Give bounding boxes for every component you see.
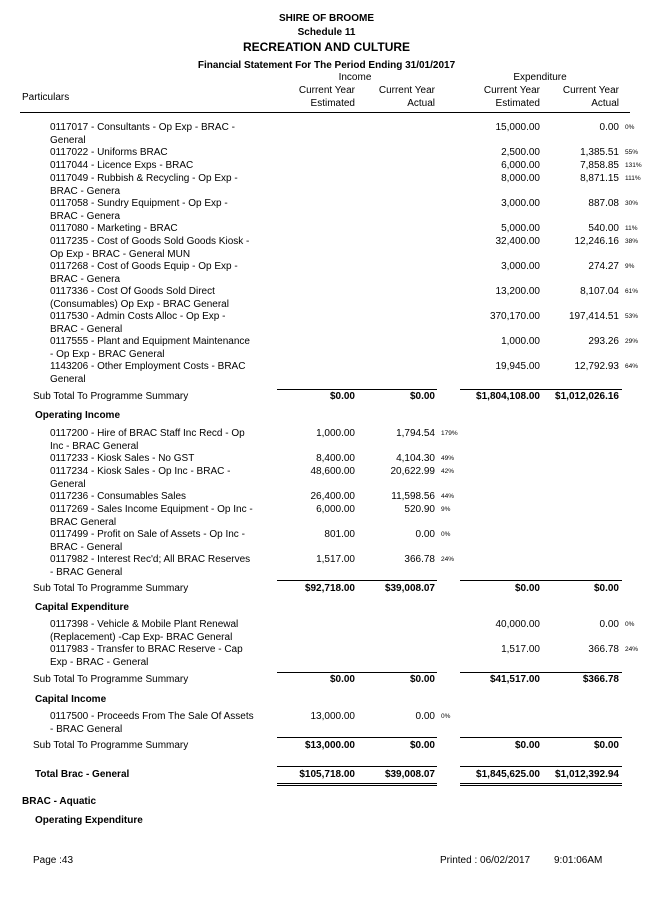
subtotal-row-2	[0, 583, 653, 597]
exp-estimated: 1,000.00	[501, 336, 540, 347]
table-row	[0, 644, 653, 668]
exp-estimated: 40,000.00	[495, 619, 540, 630]
row-label: 0117017 - Consultants - Op Exp - BRAC - General	[50, 122, 235, 146]
subtotal-exp-act: $0.00	[593, 740, 619, 751]
income-percent: 9%	[441, 506, 451, 513]
table-row	[0, 466, 653, 490]
income-heading: Income	[338, 72, 372, 83]
income-percent: 44%	[441, 493, 455, 500]
income-estimated: 6,000.00	[316, 504, 355, 515]
table-row	[0, 491, 653, 505]
income-act-heading-1: Current Year	[378, 85, 435, 96]
exp-actual: 12,246.16	[574, 236, 619, 247]
exp-actual: 8,871.15	[580, 173, 619, 184]
row-label: 0117530 - Admin Costs Alloc - Op Exp - BRAC - General	[50, 311, 226, 335]
subtotal-income-act: $0.00	[409, 740, 435, 751]
income-estimated: 48,600.00	[310, 466, 355, 477]
row-label: 0117022 - Uniforms BRAC	[50, 147, 168, 158]
exp-percent: 55%	[625, 149, 639, 156]
table-row	[0, 619, 653, 643]
table-row	[0, 711, 653, 735]
exp-est-heading-2: Estimated	[495, 98, 540, 109]
exp-estimated: 19,945.00	[495, 361, 540, 372]
subtotal-income-est: $0.00	[329, 674, 355, 685]
exp-estimated: 5,000.00	[501, 223, 540, 234]
exp-percent: 11%	[625, 225, 638, 232]
income-actual: 20,622.99	[390, 466, 435, 477]
exp-percent: 61%	[625, 288, 639, 295]
row-label: 0117080 - Marketing - BRAC	[50, 223, 178, 234]
subtotal-income-act: $0.00	[409, 391, 435, 402]
exp-estimated: 2,500.00	[501, 147, 540, 158]
table-row	[0, 504, 653, 528]
exp-actual: 197,414.51	[568, 311, 619, 322]
income-actual: 4,104.30	[396, 453, 435, 464]
subtotal-income-act: $0.00	[409, 674, 435, 685]
exp-actual: 0.00	[599, 122, 619, 133]
expenditure-heading: Expenditure	[513, 72, 567, 83]
exp-percent: 29%	[625, 338, 639, 345]
subtotal-income-est: $13,000.00	[304, 740, 355, 751]
income-percent: 179%	[441, 430, 458, 437]
printed-time: 9:01:06AM	[554, 855, 603, 866]
capital-income-title: Capital Income	[35, 694, 107, 705]
income-estimated: 801.00	[324, 529, 355, 540]
exp-estimated: 1,517.00	[501, 644, 540, 655]
total-income-est: $105,718.00	[299, 769, 355, 780]
exp-actual: 7,858.85	[580, 160, 619, 171]
subtotal-row-4	[0, 740, 653, 754]
row-label: 0117983 - Transfer to BRAC Reserve - Cap Exp - BRAC - General	[50, 644, 243, 668]
exp-estimated: 15,000.00	[495, 122, 540, 133]
income-est-heading-1: Current Year	[298, 85, 355, 96]
exp-estimated: 370,170.00	[489, 311, 540, 322]
subtotal-exp-est: $0.00	[514, 583, 540, 594]
table-row	[0, 173, 653, 197]
exp-percent: 9%	[625, 263, 635, 270]
total-exp-est: $1,845,625.00	[476, 769, 540, 780]
exp-estimated: 3,000.00	[501, 198, 540, 209]
row-label: 0117555 - Plant and Equipment Maintenance - Op Exp - BRAC General	[50, 336, 250, 360]
row-label: 0117235 - Cost of Goods Sold Goods Kiosk - Op Exp - BRAC - General MUN	[50, 236, 250, 260]
org-name: SHIRE OF BROOME	[278, 13, 374, 24]
total-income-act: $39,008.07	[384, 769, 435, 780]
exp-percent: 64%	[625, 363, 639, 370]
exp-actual: 887.08	[588, 198, 619, 209]
exp-percent: 111%	[625, 175, 641, 182]
exp-estimated: 3,000.00	[501, 261, 540, 272]
exp-percent: 38%	[625, 238, 639, 245]
income-actual: 1,794.54	[396, 428, 435, 439]
exp-actual: 1,385.51	[580, 147, 619, 158]
total-label: Total Brac - General	[35, 769, 130, 780]
row-label: 0117268 - Cost of Goods Equip - Op Exp - BRAC - Genera	[50, 261, 238, 285]
exp-percent: 24%	[625, 646, 639, 653]
page-number: Page :43	[33, 855, 74, 866]
exp-estimated: 32,400.00	[495, 236, 540, 247]
income-percent: 0%	[441, 713, 451, 720]
row-label: 0117499 - Profit on Sale of Assets - Op Inc - BRAC - General	[50, 529, 245, 553]
total-exp-act: $1,012,392.94	[555, 769, 619, 780]
exp-actual: 8,107.04	[580, 286, 619, 297]
period-heading: Financial Statement For The Period Ending 31/01/2017	[197, 60, 456, 71]
income-estimated: 8,400.00	[316, 453, 355, 464]
subtotal-label: Sub Total To Programme Summary	[33, 674, 189, 685]
income-percent: 49%	[441, 455, 455, 462]
printed-date: Printed : 06/02/2017	[440, 855, 531, 866]
table-row	[0, 198, 653, 222]
row-label: 0117336 - Cost Of Goods Sold Direct (Consumables) Op Exp - BRAC General	[50, 286, 229, 310]
exp-actual: 0.00	[599, 619, 619, 630]
income-actual: 520.90	[404, 504, 435, 515]
table-row	[0, 147, 653, 161]
income-percent: 24%	[441, 556, 455, 563]
schedule-number: Schedule 11	[297, 27, 356, 38]
exp-actual: 293.26	[588, 336, 619, 347]
subtotal-income-est: $92,718.00	[304, 583, 355, 594]
row-label: 0117269 - Sales Income Equipment - Op Inc - BRAC General	[50, 504, 253, 528]
table-row	[0, 286, 653, 310]
income-actual: 0.00	[415, 529, 435, 540]
next-section-title: BRAC - Aquatic	[22, 796, 97, 807]
income-estimated: 1,517.00	[316, 554, 355, 565]
exp-percent: 53%	[625, 313, 639, 320]
subtotal-label: Sub Total To Programme Summary	[33, 583, 189, 594]
table-row	[0, 223, 653, 237]
subtotal-label: Sub Total To Programme Summary	[33, 391, 189, 402]
row-label: 0117049 - Rubbish & Recycling - Op Exp - BRAC - Genera	[50, 173, 238, 197]
income-estimated: 26,400.00	[310, 491, 355, 502]
exp-estimated: 8,000.00	[501, 173, 540, 184]
total-row	[0, 769, 653, 783]
row-label: 0117233 - Kiosk Sales - No GST	[50, 453, 195, 464]
income-actual: 366.78	[404, 554, 435, 565]
exp-act-heading-1: Current Year	[562, 85, 619, 96]
income-estimated: 1,000.00	[316, 428, 355, 439]
subtotal-income-act: $39,008.07	[384, 583, 435, 594]
row-label: 0117044 - Licence Exps - BRAC	[50, 160, 194, 171]
exp-percent: 0%	[625, 124, 635, 131]
exp-percent: 131%	[625, 162, 642, 169]
income-est-heading-2: Estimated	[310, 98, 355, 109]
row-label: 0117398 - Vehicle & Mobile Plant Renewal (Replacement) -Cap Exp- BRAC General	[50, 619, 239, 643]
particulars-heading: Particulars	[22, 92, 70, 103]
income-actual: 0.00	[415, 711, 435, 722]
table-row	[0, 236, 653, 260]
next-subsection-title: Operating Expenditure	[35, 815, 143, 826]
income-act-heading-2: Actual	[407, 98, 435, 109]
header-rule	[20, 112, 630, 113]
table-row	[0, 160, 653, 174]
exp-percent: 0%	[625, 621, 635, 628]
capital-expenditure-title: Capital Expenditure	[35, 602, 129, 613]
exp-actual: 540.00	[588, 223, 619, 234]
exp-act-heading-2: Actual	[591, 98, 619, 109]
exp-actual: 366.78	[588, 644, 619, 655]
income-actual: 11,598.56	[391, 491, 435, 502]
table-row	[0, 361, 653, 385]
table-row	[0, 428, 653, 452]
table-row	[0, 261, 653, 285]
subtotal-row-1	[0, 391, 653, 405]
exp-actual: 12,792.93	[574, 361, 619, 372]
operating-income-title: Operating Income	[35, 410, 121, 421]
subtotal-exp-act: $1,012,026.16	[555, 391, 619, 402]
row-label: 0117234 - Kiosk Sales - Op Inc - BRAC - General	[50, 466, 231, 490]
table-row	[0, 529, 653, 553]
row-label: 1143206 - Other Employment Costs - BRAC General	[50, 361, 246, 385]
table-row	[0, 453, 653, 467]
exp-est-heading-1: Current Year	[483, 85, 540, 96]
table-row	[0, 554, 653, 578]
row-label: 0117982 - Interest Rec'd; All BRAC Reserves - BRAC General	[50, 554, 251, 578]
exp-actual: 274.27	[588, 261, 619, 272]
income-estimated: 13,000.00	[310, 711, 355, 722]
page-title: RECREATION AND CULTURE	[242, 40, 411, 54]
row-label: 0117500 - Proceeds From The Sale Of Assets - BRAC General	[50, 711, 254, 735]
exp-estimated: 6,000.00	[501, 160, 540, 171]
exp-percent: 30%	[625, 200, 639, 207]
row-label: 0117236 - Consumables Sales	[50, 491, 187, 502]
income-percent: 42%	[441, 468, 455, 475]
table-row	[0, 122, 653, 146]
subtotal-row-3	[0, 674, 653, 688]
income-percent: 0%	[441, 531, 451, 538]
subtotal-label: Sub Total To Programme Summary	[33, 740, 189, 751]
row-label: 0117200 - Hire of BRAC Staff Inc Recd - Op Inc - BRAC General	[50, 428, 245, 452]
subtotal-exp-act: $366.78	[582, 674, 619, 685]
subtotal-income-est: $0.00	[329, 391, 355, 402]
table-row	[0, 311, 653, 335]
table-row	[0, 336, 653, 360]
subtotal-exp-act: $0.00	[593, 583, 619, 594]
subtotal-exp-est: $0.00	[514, 740, 540, 751]
row-label: 0117058 - Sundry Equipment - Op Exp - BRAC - Genera	[50, 198, 228, 222]
subtotal-exp-est: $41,517.00	[489, 674, 540, 685]
subtotal-exp-est: $1,804,108.00	[476, 391, 540, 402]
exp-estimated: 13,200.00	[495, 286, 540, 297]
